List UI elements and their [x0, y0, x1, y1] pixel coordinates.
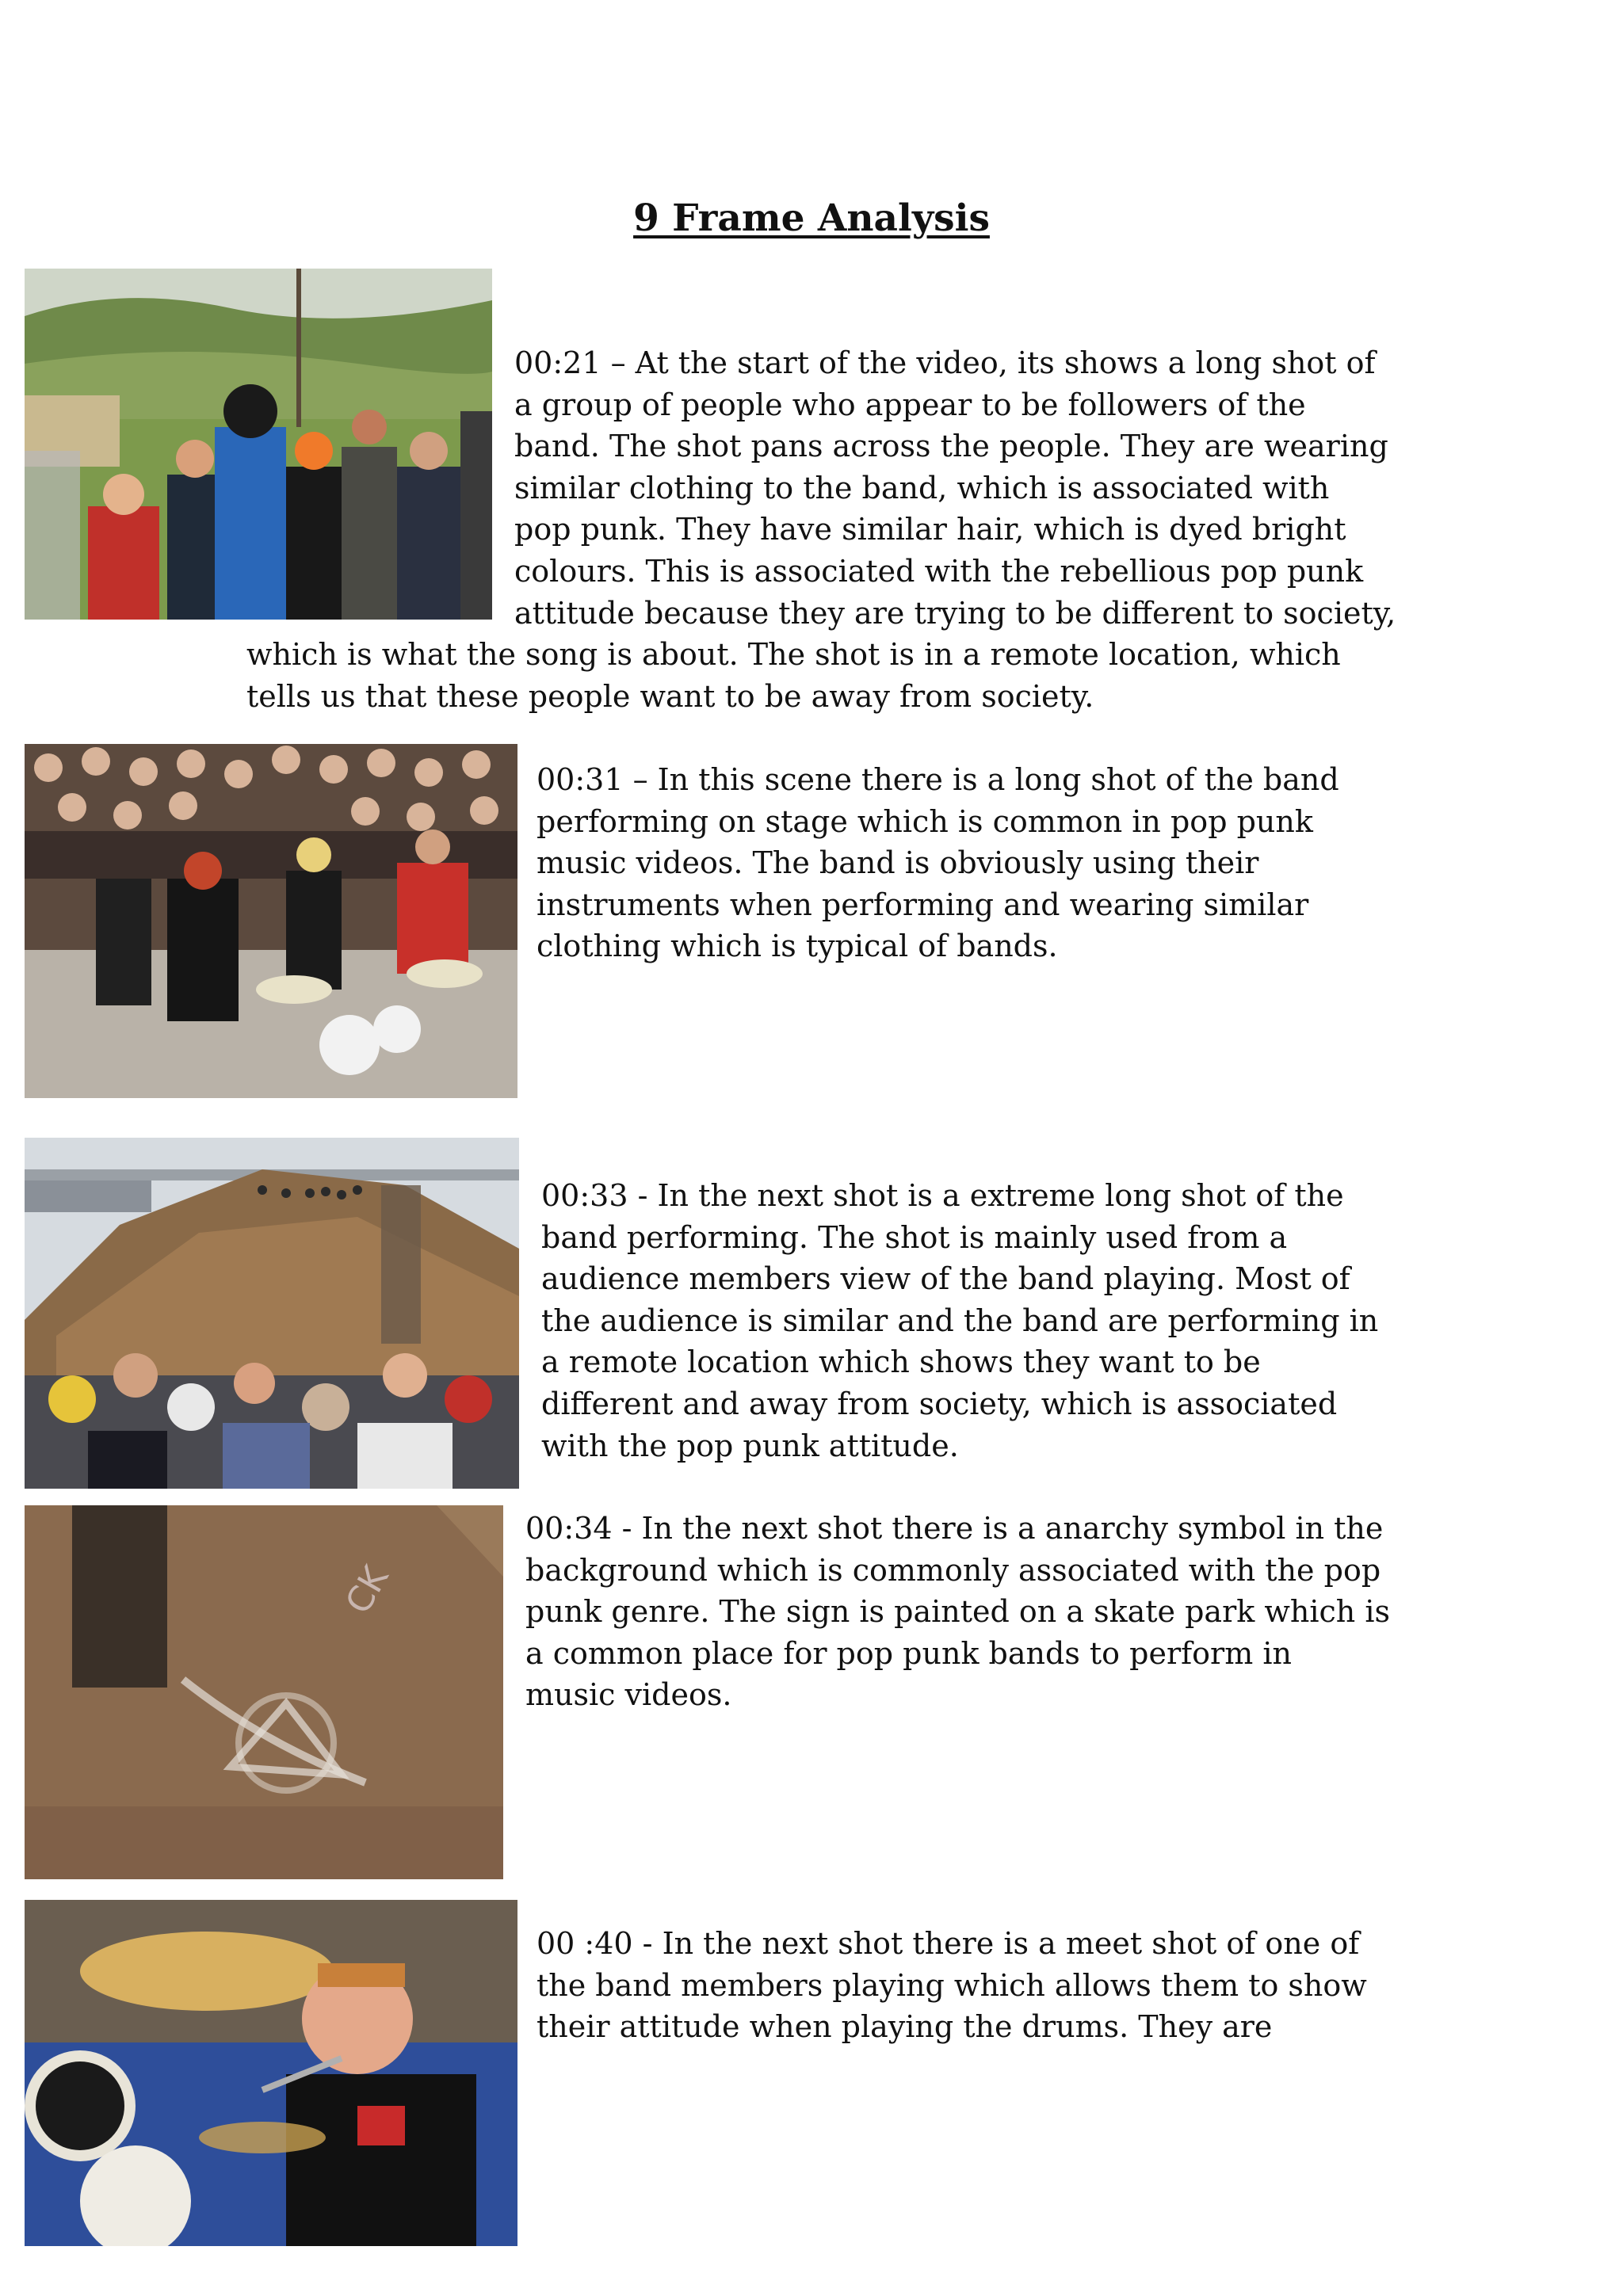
caption-line: the band members playing which allows them to show: [537, 1967, 1367, 2003]
caption-line: pop punk. They have similar hair, which is dyed bright: [514, 512, 1346, 547]
frame-image-anarchy-symbol: [25, 1505, 503, 1879]
frame-image-band-stage: [25, 744, 517, 1098]
frame-caption-00-21: [514, 342, 1396, 634]
frame-image-drummer: [25, 1900, 517, 2246]
frame-image-fans-field: [25, 269, 492, 620]
frame-caption-00-21-continued: [246, 634, 1341, 717]
caption-line: attitude because they are trying to be different to society,: [514, 595, 1396, 631]
caption-line: 00:31 – In this scene there is a long shot of the band: [537, 762, 1339, 797]
frame-caption-00-40: [537, 1923, 1367, 2048]
caption-line: punk genre. The sign is painted on a skate park which is: [525, 1594, 1390, 1630]
caption-line: with the pop punk attitude.: [541, 1428, 959, 1463]
caption-line: a group of people who appear to be followers of the: [514, 387, 1306, 422]
caption-line: instruments when performing and wearing similar: [537, 887, 1309, 922]
caption-line: their attitude when playing the drums. They are: [537, 2009, 1273, 2045]
caption-line: a remote location which shows they want to be: [541, 1344, 1261, 1380]
caption-line: clothing which is typical of bands.: [537, 929, 1058, 964]
caption-line: different and away from society, which is associated: [541, 1386, 1338, 1421]
frame-caption-00-34: [525, 1508, 1390, 1716]
caption-line: 00 :40 - In the next shot there is a meet shot of one of: [537, 1926, 1360, 1961]
caption-line: music videos.: [525, 1677, 732, 1713]
caption-line: band performing. The shot is mainly used from a: [541, 1219, 1288, 1255]
caption-line: audience members view of the band playing. Most of: [541, 1261, 1350, 1297]
caption-line: 00:21 – At the start of the video, its shows a long shot of: [514, 345, 1376, 380]
caption-line: 00:34 - In the next shot there is a anarchy symbol in the: [525, 1511, 1384, 1546]
caption-line: which is what the song is about. The shot is in a remote location, which: [246, 637, 1341, 672]
caption-line: a common place for pop punk bands to perform in: [525, 1635, 1292, 1671]
frame-caption-00-31: [537, 759, 1339, 967]
svg-text:CK: CK: [338, 1559, 397, 1621]
caption-line: background which is commonly associated with the pop: [525, 1552, 1381, 1588]
caption-line: performing on stage which is common in pop punk: [537, 803, 1313, 839]
caption-line: the audience is similar and the band are performing in: [541, 1302, 1379, 1338]
caption-line: tells us that these people want to be away from society.: [246, 678, 1094, 714]
caption-line: colours. This is associated with the rebellious pop punk: [514, 553, 1364, 589]
caption-line: music videos. The band is obviously using their: [537, 845, 1259, 881]
caption-line: 00:33 - In the next shot is a extreme long shot of the: [541, 1178, 1344, 1213]
caption-line: similar clothing to the band, which is associated with: [514, 470, 1330, 505]
frame-image-hillside-crowd: [25, 1138, 519, 1489]
frame-caption-00-33: [541, 1175, 1378, 1466]
page-title: 9 Frame Analysis: [633, 196, 990, 240]
caption-line: band. The shot pans across the people. They are wearing: [514, 429, 1388, 464]
